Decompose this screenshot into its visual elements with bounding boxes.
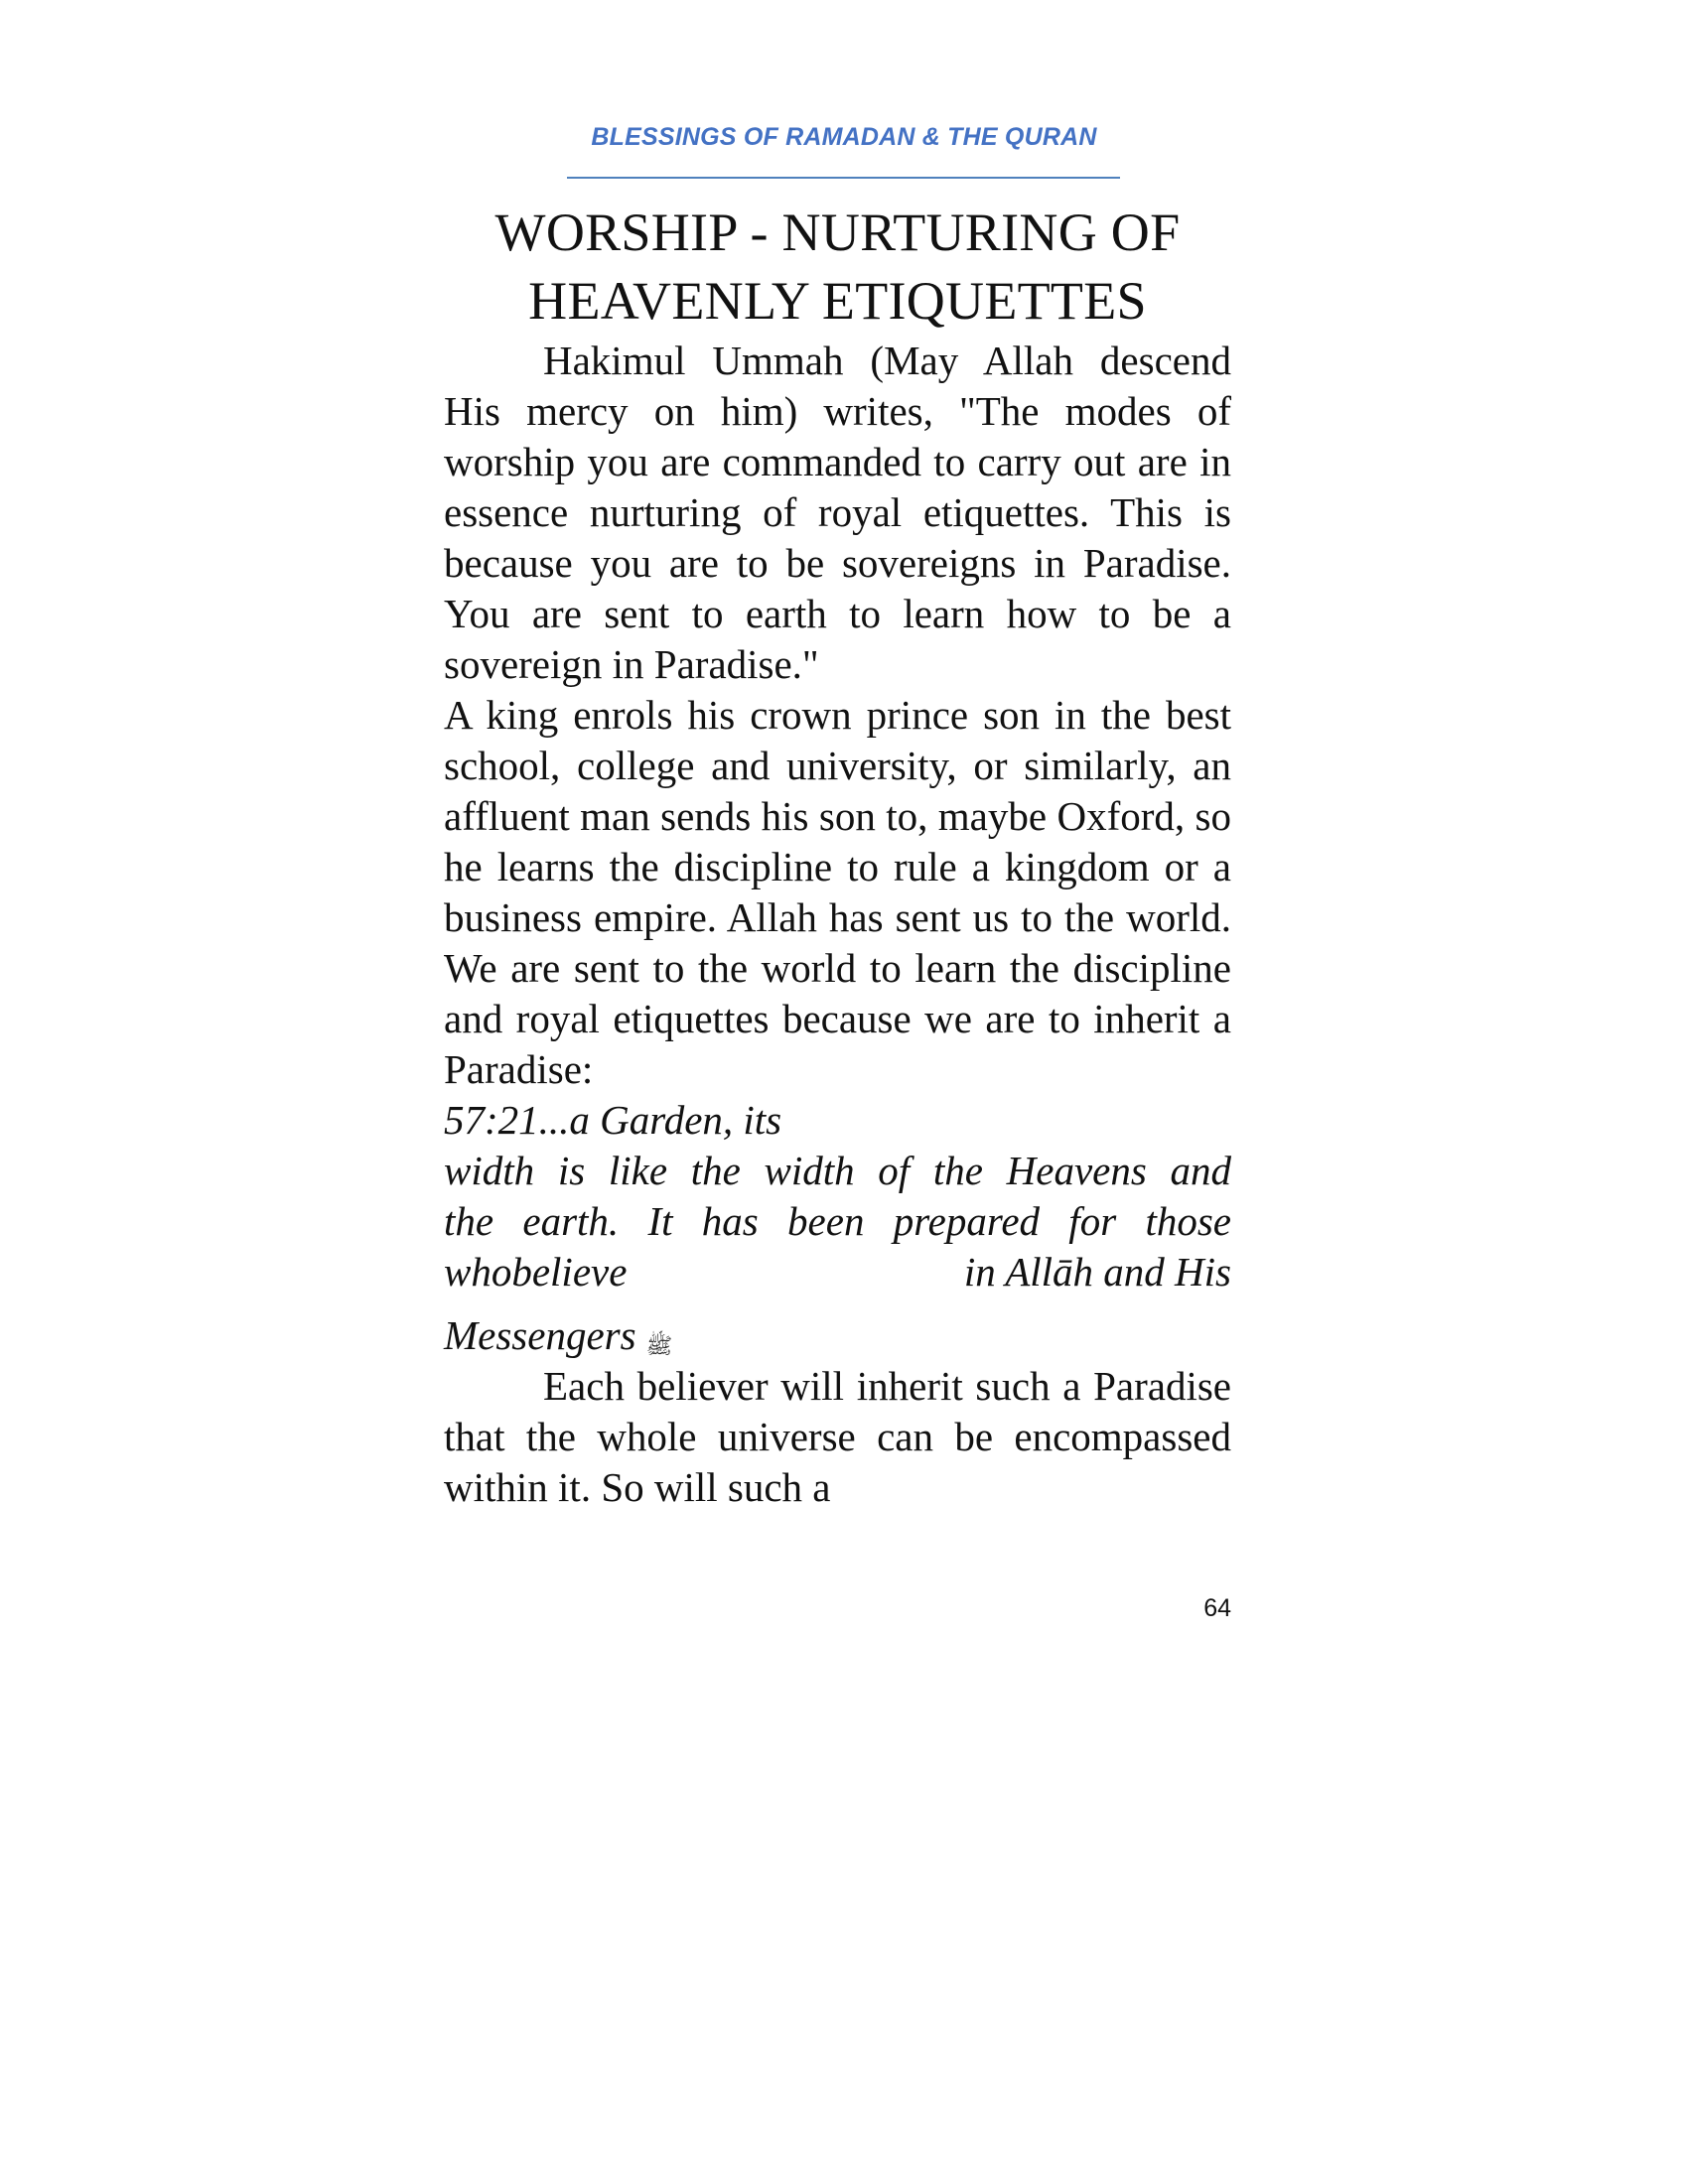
quote-line-4 (444, 1247, 1231, 1297)
chapter-title-line-2: HEAVENLY ETIQUETTES (528, 271, 1147, 331)
body-paragraph-1: Hakimul Ummah (May Allah descend His mercy on him) writes, "The modes of worship you are commanded to carry out are in essence nurturing of royal etiquettes. This is because you are to be sovereigns in Paradise. You are sent to earth to learn how to be a sovereign in Paradise." (444, 338, 1231, 687)
body-paragraph-3: Each believer will inherit such a Paradise that the whole universe can be encompassed within it. So will such a (444, 1363, 1231, 1510)
quote-line-5 (444, 1309, 1231, 1361)
quote-line-3: the earth. It has been prepared for those (444, 1198, 1231, 1244)
chapter-title-line-1: WORSHIP - NURTURING OF (494, 203, 1181, 262)
body-paragraph-2: A king enrols his crown prince son in the best school, college and university, or similarly, an affluent man sends his son to, maybe Oxford, so he learns the discipline to rule a kingdom or a business empire. Allah has sent us to the world. We are sent to the world to learn the discipline and royal etiquettes because we are to inherit a Paradise: (444, 692, 1231, 1092)
page-number: 64 (1203, 1594, 1231, 1622)
quote-line-4-right: in Allāh and His (963, 1249, 1231, 1295)
header-rule (567, 177, 1120, 179)
quote-line-5-text: Messengers (444, 1312, 636, 1358)
quote-line-4-left: whobelieve (444, 1249, 628, 1295)
quote-line-2: width is like the width of the Heavens and (444, 1148, 1231, 1193)
salawat-calligraphy-icon: ﷺ (645, 1334, 673, 1359)
running-header: BLESSINGS OF RAMADAN & THE QURAN (591, 123, 1097, 151)
page-content (444, 199, 1231, 1513)
quran-quote (444, 1095, 1231, 1361)
chapter-title (444, 199, 1231, 336)
quote-line-1: 57:21...a Garden, its (444, 1097, 782, 1143)
